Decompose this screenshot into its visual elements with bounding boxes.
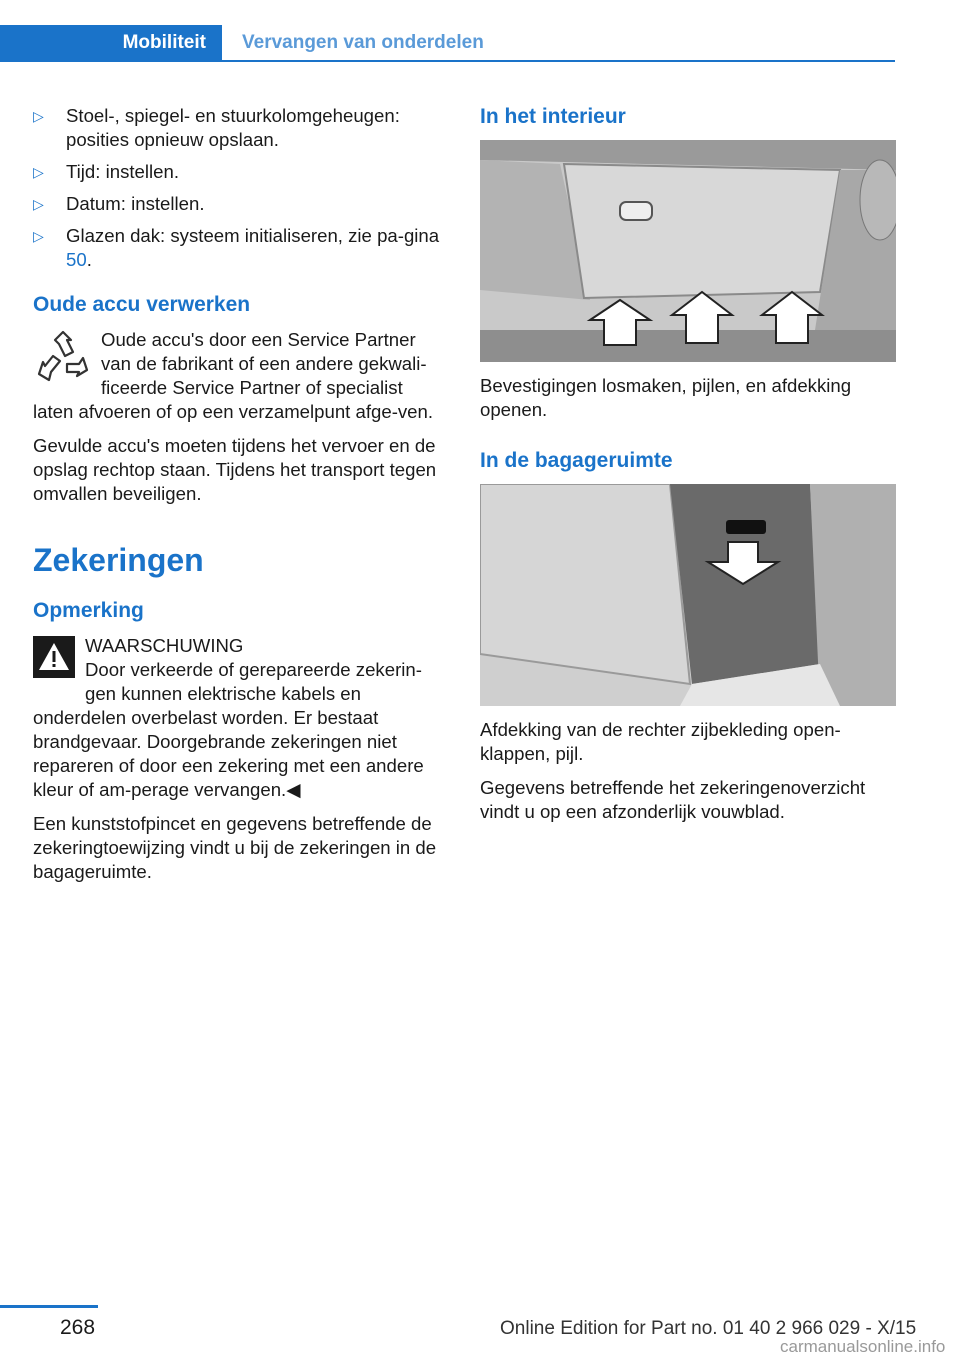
list-item: ▷ Tijd: instellen. (33, 160, 445, 184)
warning-label: WAARSCHUWING (85, 635, 244, 656)
page-number: 268 (60, 1316, 96, 1339)
old-battery-heading: Oude accu verwerken (33, 293, 251, 316)
footer-rule (0, 1305, 98, 1308)
reset-list (33, 104, 445, 272)
fuse-info-paragraph: Gegevens betreffende het zekeringenoverzicht vindt u op een afzonderlijk vouwblad. (480, 777, 866, 822)
left-column (33, 104, 445, 894)
warning-icon (33, 636, 75, 678)
warning-paragraph (33, 634, 445, 802)
luggage-heading: In de bagageruimte (480, 449, 673, 472)
page-link[interactable]: 50 (66, 249, 87, 270)
interior-caption: Bevestigingen losmaken, pijlen, en afdekking openen. (480, 375, 852, 420)
interior-heading: In het interieur (480, 105, 626, 128)
list-item: ▷ Glazen dak: systeem initialiseren, zie pa‐gina 50. (33, 224, 445, 272)
note-heading: Opmerking (33, 599, 144, 622)
watermark: carmanualsonline.info (780, 1337, 946, 1356)
luggage-photo (480, 484, 896, 706)
list-item: ▷ Stoel-, spiegel- en stuurkolomgeheugen: posities opnieuw opslaan. (33, 104, 445, 152)
tweezers-paragraph: Een kunststofpincet en gegevens betreffende de zekeringtoewijzing vindt u bij de zekeringen in de bagageruimte. (33, 813, 437, 882)
luggage-caption: Afdekking van de rechter zijbekleding open‐klappen, pijl. (480, 719, 841, 764)
header-rule (0, 60, 895, 62)
right-column (480, 104, 896, 834)
recycle-icon (33, 328, 93, 388)
warning-text: Door verkeerde of gerepareerde zekerin‐gen kunnen elektrische kabels en onderdelen overbelast worden. Er bestaat brandgevaar. Doorgebrande zekeringen niet repareren of door een zekering met een andere kleur of am‐perage vervangen.◀ (33, 659, 424, 800)
interior-photo (480, 140, 896, 362)
old-battery-paragraph: Oude accu's door een Service Partner van de fabrikant of een andere gekwali‐ficeerde Service Partner of specialist laten afvoeren of op een verzamelpunt afge‐ven. (33, 329, 434, 422)
fuses-title: Zekeringen (33, 542, 204, 578)
list-item: ▷ Datum: instellen. (33, 192, 445, 216)
chapter-tab: Mobiliteit (0, 25, 222, 61)
edition-label: Online Edition for Part no. 01 40 2 966 029 - X/15 (500, 1318, 917, 1339)
section-tab: Vervangen van onderdelen (242, 32, 484, 53)
battery-transport-paragraph: Gevulde accu's moeten tijdens het vervoer en de opslag rechtop staan. Tijdens het transport tegen omvallen beveiligen. (33, 435, 437, 504)
